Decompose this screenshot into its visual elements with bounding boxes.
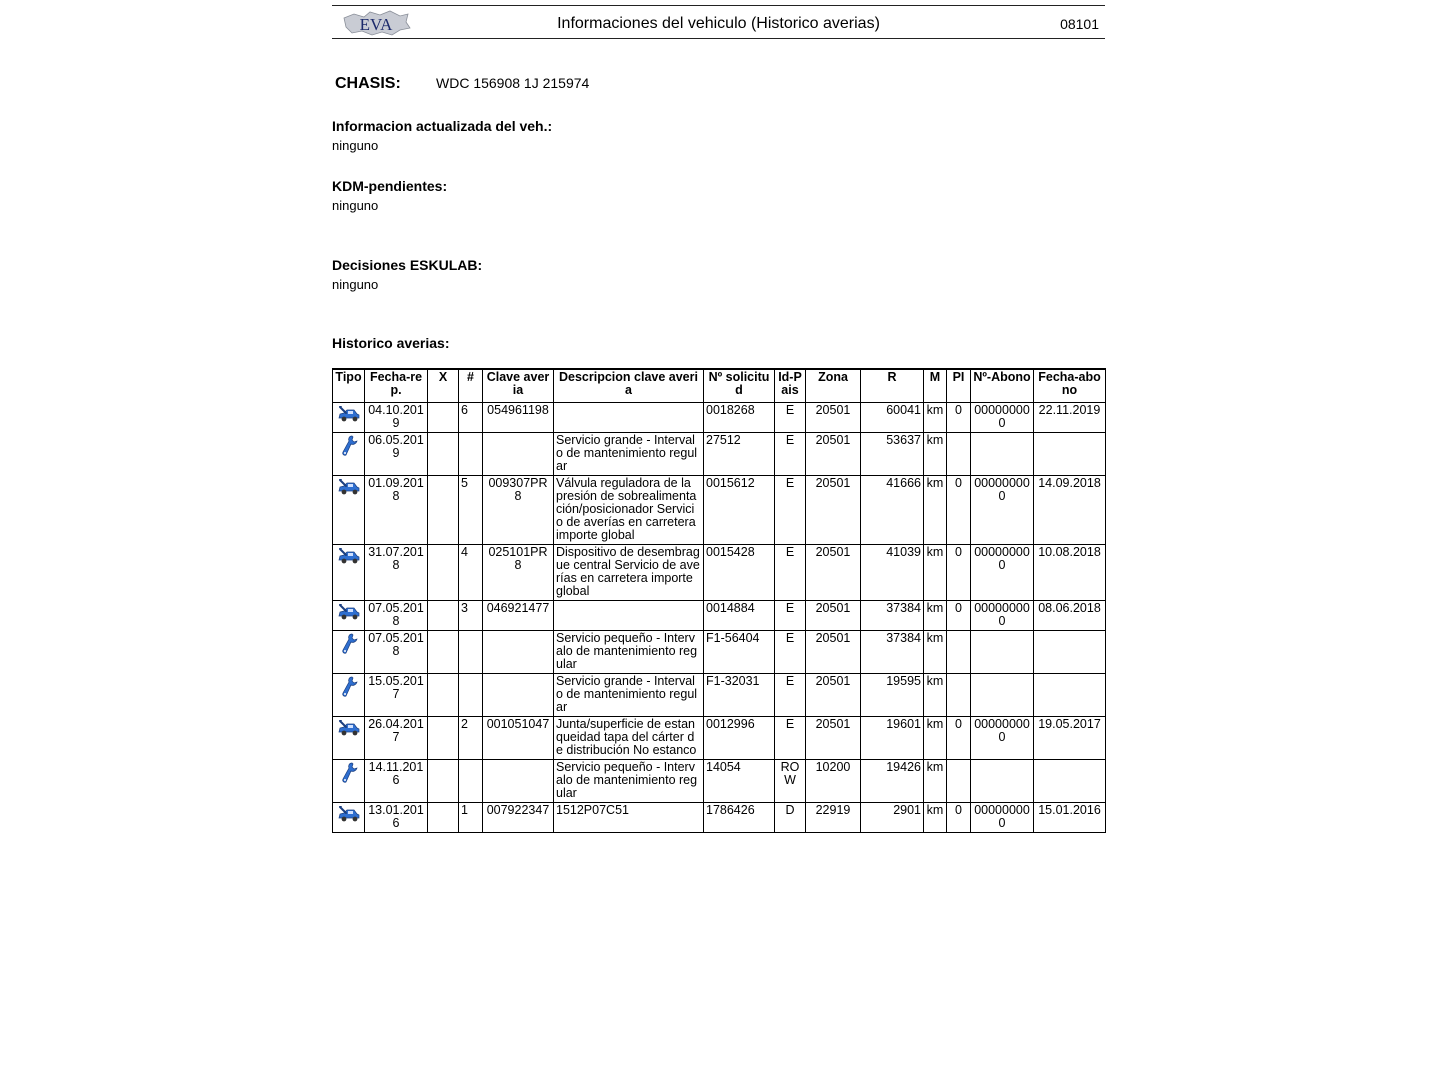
cell-r: 60041 [861, 403, 924, 433]
table-row [333, 803, 1106, 833]
cell-fecha-abono [1034, 760, 1106, 803]
cell-abono [971, 631, 1034, 674]
info-actualizada-value: ninguno [332, 138, 379, 153]
document-code: 08101 [1060, 16, 1099, 32]
cell-num: 1 [459, 803, 483, 833]
cell-fecha-rep: 01.09.2018 [365, 476, 428, 545]
cell-zona: 20501 [806, 601, 861, 631]
cell-pi [947, 674, 971, 717]
cell-clave [483, 674, 554, 717]
cell-x [428, 545, 459, 601]
cell-tipo [333, 601, 365, 631]
cell-m: km [924, 601, 947, 631]
cell-abono: 000000000 [971, 403, 1034, 433]
col-header-fecha-abono: Fecha-abono [1034, 369, 1106, 403]
breakdown-icon [337, 404, 361, 424]
cell-abono [971, 760, 1034, 803]
cell-descripcion: Servicio pequeño - Intervalo de mantenimiento regular [554, 760, 704, 803]
cell-fecha-abono [1034, 631, 1106, 674]
cell-num [459, 760, 483, 803]
cell-pi: 0 [947, 717, 971, 760]
cell-descripcion: Servicio grande - Intervalo de mantenimiento regular [554, 433, 704, 476]
cell-abono: 000000000 [971, 717, 1034, 760]
cell-descripcion [554, 601, 704, 631]
cell-tipo [333, 403, 365, 433]
cell-tipo [333, 717, 365, 760]
col-header-pi: PI [947, 369, 971, 403]
cell-solicitud: F1-32031 [704, 674, 775, 717]
wrench-icon [339, 632, 359, 656]
cell-abono [971, 674, 1034, 717]
cell-id-pais: E [775, 433, 806, 476]
cell-id-pais: E [775, 717, 806, 760]
cell-solicitud: 0015612 [704, 476, 775, 545]
cell-r: 19601 [861, 717, 924, 760]
cell-x [428, 674, 459, 717]
table-row [333, 717, 1106, 760]
cell-pi: 0 [947, 601, 971, 631]
col-header-solicitud: Nº solicitud [704, 369, 775, 403]
cell-fecha-abono [1034, 674, 1106, 717]
cell-abono: 000000000 [971, 476, 1034, 545]
eskulab-title: Decisiones ESKULAB: [332, 257, 483, 273]
cell-fecha-rep: 31.07.2018 [365, 545, 428, 601]
cell-r: 41039 [861, 545, 924, 601]
cell-zona: 20501 [806, 403, 861, 433]
logo-text: EVA [359, 15, 393, 34]
breakdown-icon [337, 602, 361, 622]
cell-tipo [333, 433, 365, 476]
table-row [333, 433, 1106, 476]
cell-r: 2901 [861, 803, 924, 833]
cell-id-pais: ROW [775, 760, 806, 803]
breakdown-icon [337, 477, 361, 497]
cell-m: km [924, 433, 947, 476]
cell-m: km [924, 403, 947, 433]
col-header-descripcion: Descripcion clave averia [554, 369, 704, 403]
cell-r: 19595 [861, 674, 924, 717]
cell-pi: 0 [947, 803, 971, 833]
col-header-num: # [459, 369, 483, 403]
cell-descripcion: Servicio grande - Intervalo de mantenimiento regular [554, 674, 704, 717]
cell-x [428, 433, 459, 476]
chasis-value: WDC 156908 1J 215974 [436, 75, 590, 91]
cell-x [428, 403, 459, 433]
cell-fecha-rep: 13.01.2016 [365, 803, 428, 833]
cell-x [428, 803, 459, 833]
cell-solicitud: 0014884 [704, 601, 775, 631]
cell-descripcion: 1512P07C51 [554, 803, 704, 833]
cell-tipo [333, 803, 365, 833]
cell-descripcion: Junta/superficie de estanqueidad tapa del cárter de distribución No estanco [554, 717, 704, 760]
col-header-m: M [924, 369, 947, 403]
cell-x [428, 717, 459, 760]
eskulab-value: ninguno [332, 277, 379, 292]
table-row [333, 545, 1106, 601]
cell-clave: 009307PR8 [483, 476, 554, 545]
cell-r: 37384 [861, 631, 924, 674]
col-header-r: R [861, 369, 924, 403]
cell-tipo [333, 545, 365, 601]
cell-tipo [333, 476, 365, 545]
breakdown-icon [337, 718, 361, 738]
wrench-icon [339, 675, 359, 699]
historico-table [332, 368, 1106, 833]
cell-solicitud: 27512 [704, 433, 775, 476]
cell-num [459, 631, 483, 674]
cell-solicitud: 0015428 [704, 545, 775, 601]
cell-id-pais: E [775, 545, 806, 601]
cell-num [459, 674, 483, 717]
wrench-icon [339, 434, 359, 458]
cell-num: 5 [459, 476, 483, 545]
table-row [333, 403, 1106, 433]
wrench-icon [339, 761, 359, 785]
cell-clave [483, 760, 554, 803]
cell-fecha-abono: 14.09.2018 [1034, 476, 1106, 545]
cell-fecha-abono: 19.05.2017 [1034, 717, 1106, 760]
cell-zona: 10200 [806, 760, 861, 803]
cell-r: 41666 [861, 476, 924, 545]
table-row [333, 476, 1106, 545]
cell-fecha-rep: 07.05.2018 [365, 631, 428, 674]
kdm-title: KDM-pendientes: [332, 178, 448, 194]
cell-clave: 001051047 [483, 717, 554, 760]
cell-r: 53637 [861, 433, 924, 476]
breakdown-icon [337, 546, 361, 566]
cell-num [459, 433, 483, 476]
col-header-abono: Nº-Abono [971, 369, 1034, 403]
cell-clave: 025101PR8 [483, 545, 554, 601]
cell-x [428, 476, 459, 545]
cell-clave [483, 433, 554, 476]
cell-fecha-rep: 26.04.2017 [365, 717, 428, 760]
col-header-id-pais: Id-Pais [775, 369, 806, 403]
cell-pi [947, 760, 971, 803]
cell-zona: 20501 [806, 433, 861, 476]
cell-id-pais: E [775, 476, 806, 545]
cell-pi: 0 [947, 545, 971, 601]
cell-fecha-rep: 06.05.2019 [365, 433, 428, 476]
cell-x [428, 601, 459, 631]
cell-abono [971, 433, 1034, 476]
info-actualizada-title: Informacion actualizada del veh.: [332, 118, 553, 134]
table-row [333, 760, 1106, 803]
col-header-tipo: Tipo [333, 369, 365, 403]
cell-num: 6 [459, 403, 483, 433]
cell-fecha-rep: 07.05.2018 [365, 601, 428, 631]
cell-solicitud: 1786426 [704, 803, 775, 833]
cell-pi [947, 433, 971, 476]
cell-descripcion: Dispositivo de desembrague central Servicio de averías en carretera importe global [554, 545, 704, 601]
cell-solicitud: 0018268 [704, 403, 775, 433]
cell-m: km [924, 717, 947, 760]
cell-num: 3 [459, 601, 483, 631]
cell-abono: 000000000 [971, 601, 1034, 631]
cell-fecha-abono [1034, 433, 1106, 476]
cell-clave: 054961198 [483, 403, 554, 433]
col-header-zona: Zona [806, 369, 861, 403]
cell-tipo [333, 760, 365, 803]
cell-solicitud: 14054 [704, 760, 775, 803]
cell-solicitud: F1-56404 [704, 631, 775, 674]
cell-abono: 000000000 [971, 803, 1034, 833]
document-header [332, 6, 1105, 39]
cell-x [428, 760, 459, 803]
cell-descripcion: Válvula reguladora de la presión de sobrealimentación/posicionador Servicio de averías en carretera importe global [554, 476, 704, 545]
cell-pi: 0 [947, 476, 971, 545]
cell-m: km [924, 760, 947, 803]
cell-m: km [924, 631, 947, 674]
cell-clave: 046921477 [483, 601, 554, 631]
kdm-value: ninguno [332, 198, 379, 213]
cell-fecha-rep: 14.11.2016 [365, 760, 428, 803]
cell-pi [947, 631, 971, 674]
cell-id-pais: E [775, 403, 806, 433]
cell-fecha-abono: 22.11.2019 [1034, 403, 1106, 433]
cell-tipo [333, 631, 365, 674]
cell-m: km [924, 674, 947, 717]
cell-m: km [924, 803, 947, 833]
page-title: Informaciones del vehiculo (Historico averias) [557, 15, 880, 32]
historico-title: Historico averias: [332, 335, 450, 351]
cell-num: 2 [459, 717, 483, 760]
cell-id-pais: E [775, 631, 806, 674]
cell-clave [483, 631, 554, 674]
cell-solicitud: 0012996 [704, 717, 775, 760]
cell-zona: 20501 [806, 476, 861, 545]
cell-descripcion [554, 403, 704, 433]
cell-id-pais: E [775, 674, 806, 717]
cell-m: km [924, 545, 947, 601]
cell-fecha-abono: 08.06.2018 [1034, 601, 1106, 631]
cell-abono: 000000000 [971, 545, 1034, 601]
cell-r: 37384 [861, 601, 924, 631]
cell-pi: 0 [947, 403, 971, 433]
col-header-x: X [428, 369, 459, 403]
cell-x [428, 631, 459, 674]
table-row [333, 601, 1106, 631]
table-row [333, 674, 1106, 717]
cell-zona: 20501 [806, 631, 861, 674]
cell-num: 4 [459, 545, 483, 601]
cell-tipo [333, 674, 365, 717]
cell-fecha-abono: 15.01.2016 [1034, 803, 1106, 833]
cell-r: 19426 [861, 760, 924, 803]
cell-clave: 007922347 [483, 803, 554, 833]
cell-fecha-abono: 10.08.2018 [1034, 545, 1106, 601]
cell-zona: 22919 [806, 803, 861, 833]
cell-m: km [924, 476, 947, 545]
table-header-row [333, 369, 1106, 403]
cell-fecha-rep: 15.05.2017 [365, 674, 428, 717]
cell-descripcion: Servicio pequeño - Intervalo de mantenimiento regular [554, 631, 704, 674]
cell-id-pais: E [775, 601, 806, 631]
cell-id-pais: D [775, 803, 806, 833]
cell-fecha-rep: 04.10.2019 [365, 403, 428, 433]
col-header-clave: Clave averia [483, 369, 554, 403]
table-row [333, 631, 1106, 674]
cell-zona: 20501 [806, 545, 861, 601]
col-header-fecha-rep: Fecha-rep. [365, 369, 428, 403]
breakdown-icon [337, 804, 361, 824]
cell-zona: 20501 [806, 717, 861, 760]
cell-zona: 20501 [806, 674, 861, 717]
chasis-label: CHASIS: [335, 75, 401, 92]
